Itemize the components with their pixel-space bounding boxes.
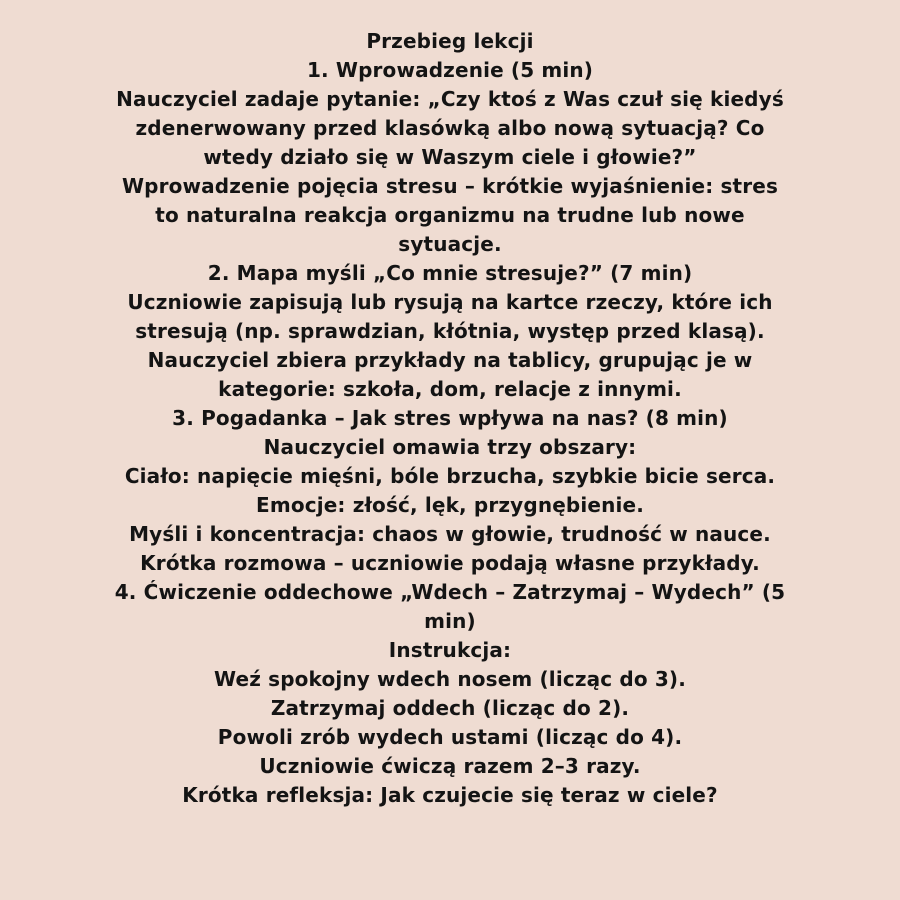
section-4-heading — [60, 578, 840, 636]
text-line: 4. Ćwiczenie oddechowe „Wdech – Zatrzymaj – Wydech” (5 — [114, 580, 786, 604]
text-line: Nauczyciel zbiera przykłady na tablicy, grupując je w — [147, 348, 753, 372]
section-4-step: Zatrzymaj oddech (licząc do 2). — [270, 696, 630, 720]
section-4-step: Powoli zrób wydech ustami (licząc do 4). — [217, 725, 683, 749]
section-3-heading: 3. Pogadanka – Jak stres wpływa na nas? (8 min) — [172, 406, 728, 430]
section-1-heading: 1. Wprowadzenie (5 min) — [306, 58, 594, 82]
lesson-plan-document — [60, 27, 840, 810]
text-line: wtedy działo się w Waszym ciele i głowie?” — [203, 145, 697, 169]
text-line: Nauczyciel zadaje pytanie: „Czy ktoś z Was czuł się kiedyś — [116, 87, 784, 111]
text-line: to naturalna reakcja organizmu na trudne lub nowe — [155, 203, 745, 227]
section-2-teacher — [60, 346, 840, 404]
section-3-body-item: Ciało: napięcie mięśni, bóle brzucha, szybkie bicie serca. — [124, 464, 776, 488]
text-line: min) — [424, 609, 476, 633]
section-4-repeat: Uczniowie ćwiczą razem 2–3 razy. — [259, 754, 641, 778]
text-line: zdenerwowany przed klasówką albo nową sytuacją? Co — [135, 116, 765, 140]
section-4-step: Weź spokojny wdech nosem (licząc do 3). — [214, 667, 686, 691]
section-3-mind-item: Myśli i koncentracja: chaos w głowie, trudność w nauce. — [129, 522, 771, 546]
section-1-question — [60, 85, 840, 172]
text-line: Uczniowie zapisują lub rysują na kartce rzeczy, które ich — [127, 290, 773, 314]
section-2-students — [60, 288, 840, 346]
text-line: kategorie: szkoła, dom, relacje z innymi. — [218, 377, 682, 401]
section-3-intro: Nauczyciel omawia trzy obszary: — [263, 435, 637, 459]
text-line: stresują (np. sprawdzian, kłótnia, występ przed klasą). — [135, 319, 765, 343]
section-4-instructions-label: Instrukcja: — [388, 638, 512, 662]
section-3-emotions-item: Emocje: złość, lęk, przygnębienie. — [256, 493, 644, 517]
section-3-discussion: Krótka rozmowa – uczniowie podają własne przykłady. — [140, 551, 760, 575]
section-2-heading: 2. Mapa myśli „Co mnie stresuje?” (7 min) — [207, 261, 693, 285]
section-1-definition — [60, 172, 840, 259]
text-line: Wprowadzenie pojęcia stresu – krótkie wyjaśnienie: stres — [121, 174, 779, 198]
document-title: Przebieg lekcji — [366, 29, 534, 53]
text-line: sytuacje. — [398, 232, 502, 256]
section-4-reflection: Krótka refleksja: Jak czujecie się teraz w ciele? — [182, 783, 718, 807]
